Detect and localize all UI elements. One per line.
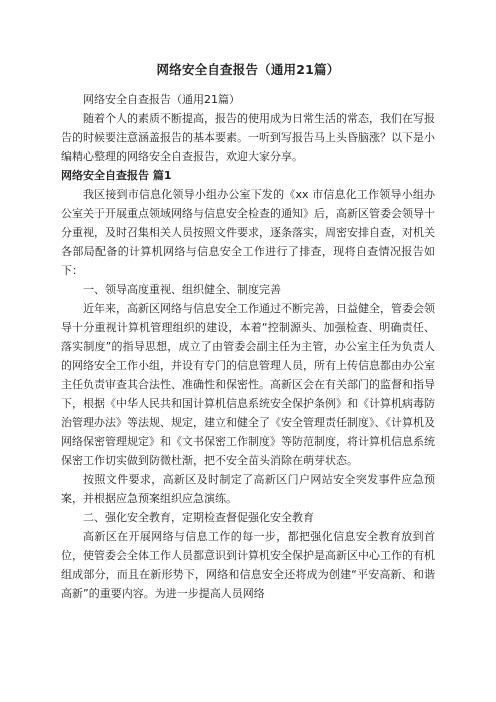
body-paragraph-4: 高新区在开展网络与信息工作的每一步，都把强化信息安全教育放到首位，使管委会全体工作人员都意识到计算机安全保护是高新区中心工作的有机组成部分，而且在新形势下，网络和信息安全还将成为创建“平安高新、和谐高新”的重要内容。为进一步提高人员网络 (61, 530, 435, 600)
intro-paragraph: 随着个人的素质不断提高，报告的使用成为日常生活的常态，我们在写报告的时候要注意涵盖报告的基本要素。一听到写报告马上头昏脑涨？以下是小编精心整理的网络安全自查报告，欢迎大家分享。 (61, 112, 435, 163)
body-paragraph-2: 近年来，高新区网络与信息安全工作通过不断完善，日益健全，管委会领导十分重视计算机管理组织的建设，本着“控制源头、加强检查、明确责任、落实制度”的指导思想，成立了由管委会副主任为主管，办公室主任为负责人的网络安全工作小组，并设有专门的信息管理人员，所有上传信息都由办公室主任负责审查其合法性、准确性和保密性。高新区会在有关部门的监督和指导下，根据《中华人民共和国计算机信息系统安全保护条例》和《计算机病毒防治管理办法》等法规、规定，建立和健全了《安全管理责任制度》、《计算机及网络保密管理规定》和《文书保密工作制度》等防范制度，将计算机信息系统保密工作切实做到防微杜渐，把不安全苗头消除在萌芽状态。 (61, 302, 435, 467)
document-subtitle: 网络安全自查报告（通用21篇） (83, 93, 240, 106)
document-title: 网络安全自查报告（通用21篇） (156, 62, 340, 77)
body-paragraph-3: 按照文件要求，高新区及时制定了高新区门户网站安全突发事件应急预案，并根据应急预案组织应急演练。 (61, 473, 435, 505)
point-2-heading: 二、强化安全教育，定期检查督促强化安全教育 (83, 511, 314, 524)
body-paragraph-1: 我区接到市信息化领导小组办公室下发的《xx 市信息化工作领导小组办公室关于开展重点领域网络与信息安全检查的通知》后，高新区管委会领导十分重视，及时召集相关人员按照文件要求，逐条落实，周密安排自查，对机关各部局配备的计算机网络与信息安全工作进行了排查，现将自查情况报告如下： (61, 188, 435, 277)
section-heading: 网络安全自查报告 篇1 (61, 169, 172, 182)
point-1-heading: 一、领导高度重视、组织健全、制度完善 (83, 283, 281, 296)
